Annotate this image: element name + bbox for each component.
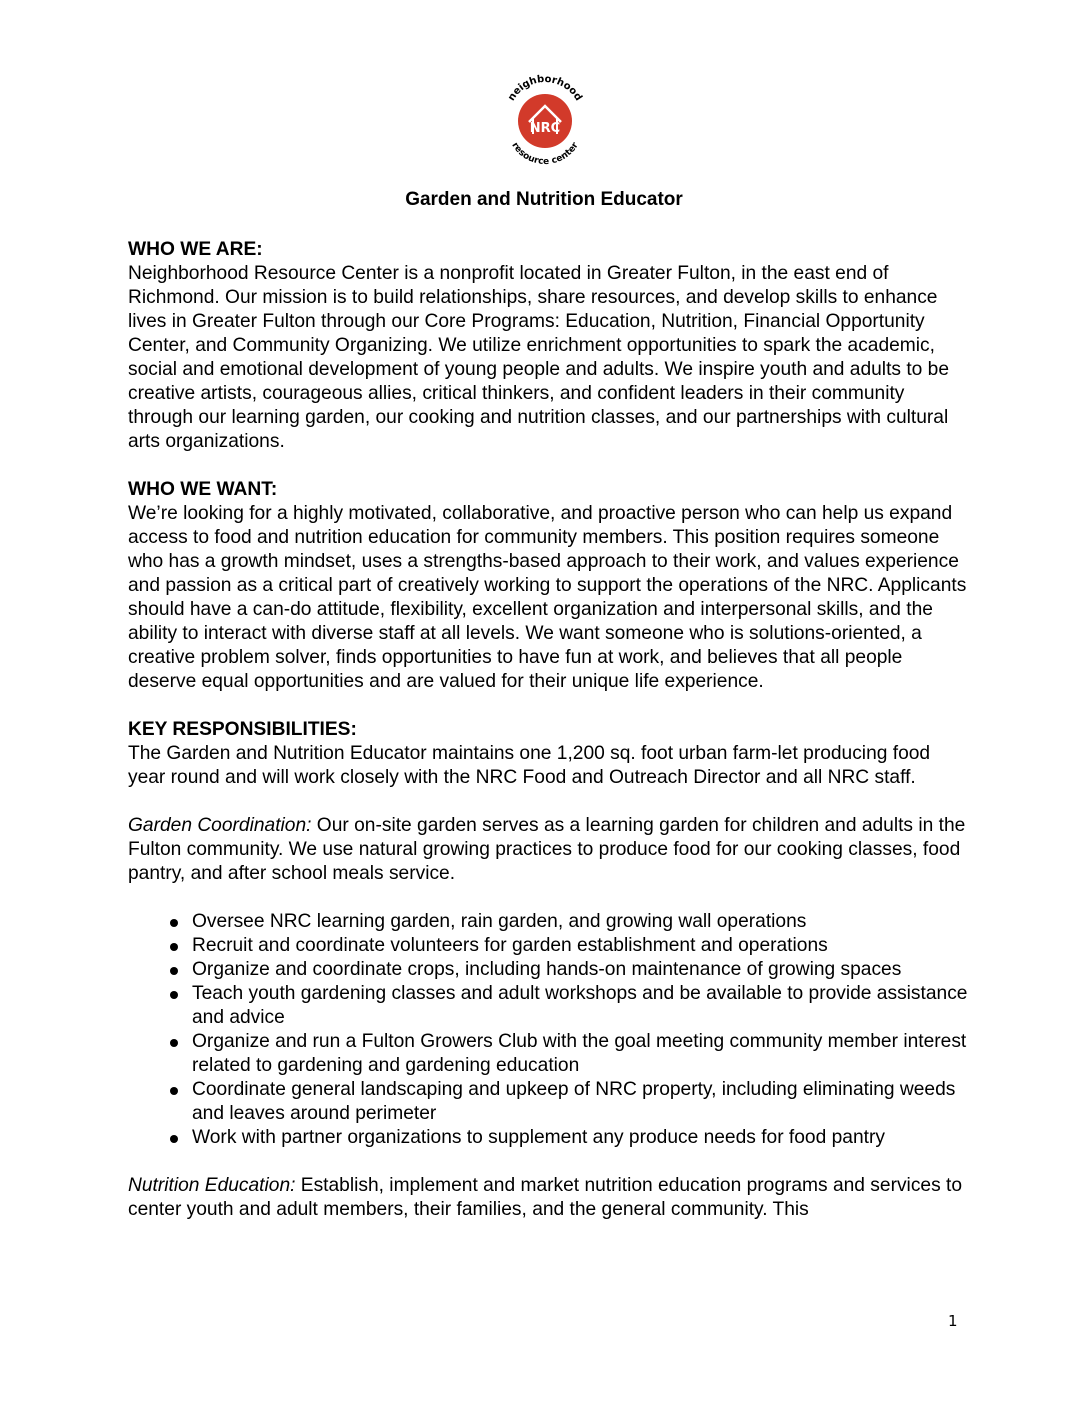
svg-text:NRC: NRC: [529, 121, 561, 136]
document-body: [128, 238, 968, 1222]
nrc-logo: [495, 74, 595, 166]
section-paragraph: [128, 814, 968, 886]
section-heading: KEY RESPONSIBILITIES:: [128, 719, 357, 740]
bullet-icon: [170, 967, 178, 975]
page-title: Garden and Nutrition Educator: [405, 189, 683, 210]
list-item: Teach youth gardening classes and adult workshops and be available to provide assistance and advice: [128, 982, 968, 1030]
section-paragraph: We’re looking for a highly motivated, collaborative, and proactive person who can help us expand access to food and nutrition education for community members. This position requires someone who has a growth mindset, uses a strengths-based approach to their work, and values experience and passion as a critical part of creatively working to support the operations of the NRC. Applicants should have a can-do attitude, flexibility, excellent organization and interpersonal skills, and the ability to interact with diverse staff at all levels. We want someone who is solutions-oriented, a creative problem solver, finds opportunities to have fun at work, and believes that all people deserve equal opportunities and are valued for their unique life experience.: [128, 503, 967, 692]
section-nutrition-education: [128, 1174, 968, 1222]
svg-text:resource center: resource center: [509, 140, 581, 166]
section-who-we-are: [128, 238, 968, 454]
nrc-logo-icon: [495, 74, 595, 166]
list-item: Organize and run a Fulton Growers Club with the goal meeting community member interest related to gardening and gardening education: [128, 1030, 968, 1078]
list-item: Work with partner organizations to supplement any produce needs for food pantry: [128, 1126, 968, 1150]
subsection-text: Establish, implement and market nutrition education programs and services to center youth and adult members, their families, and the general community. This: [128, 1175, 963, 1220]
page-number: 1: [948, 1312, 958, 1330]
section-paragraph: [128, 1174, 968, 1222]
section-who-we-want: [128, 478, 968, 694]
subsection-text: Our on-site garden serves as a learning garden for children and adults in the Fulton community. We use natural growing practices to produce food for our cooking classes, food pantry, and after school meals service.: [128, 815, 966, 884]
section-garden-coordination: [128, 814, 968, 1150]
bullet-icon: [170, 1039, 178, 1047]
subsection-label: Nutrition Education:: [128, 1175, 296, 1196]
section-paragraph: The Garden and Nutrition Educator maintains one 1,200 sq. foot urban farm-let producing food year round and will work closely with the NRC Food and Outreach Director and all NRC staff.: [128, 743, 931, 788]
subsection-label: Garden Coordination:: [128, 815, 312, 836]
list-item: Organize and coordinate crops, including hands-on maintenance of growing spaces: [128, 958, 968, 982]
list-item: Recruit and coordinate volunteers for garden establishment and operations: [128, 934, 968, 958]
bullet-icon: [170, 1087, 178, 1095]
list-item: Oversee NRC learning garden, rain garden, and growing wall operations: [128, 910, 968, 934]
section-heading: WHO WE WANT:: [128, 479, 278, 500]
section-key-responsibilities: [128, 718, 968, 790]
bullet-icon: [170, 991, 178, 999]
bullet-icon: [170, 943, 178, 951]
list-item: Coordinate general landscaping and upkeep of NRC property, including eliminating weeds and leaves around perimeter: [128, 1078, 968, 1126]
bullet-icon: [170, 1135, 178, 1143]
responsibility-list: [128, 910, 968, 1150]
bullet-icon: [170, 919, 178, 927]
svg-text:neighborhood: neighborhood: [506, 74, 584, 104]
section-paragraph: Neighborhood Resource Center is a nonprofit located in Greater Fulton, in the east end of Richmond. Our mission is to build relationships, share resources, and develop skills to enhance lives in Greater Fulton through our Core Programs: Education, Nutrition, Financial Opportunity Center, and Community Organizing. We utilize enrichment opportunities to spark the academic, social and emotional development of young people and adults. We inspire youth and adults to be creative artists, courageous allies, critical thinkers, and confident leaders in their community through our learning garden, our cooking and nutrition classes, and our partnerships with cultural arts organizations.: [128, 263, 949, 452]
section-heading: WHO WE ARE:: [128, 239, 263, 260]
